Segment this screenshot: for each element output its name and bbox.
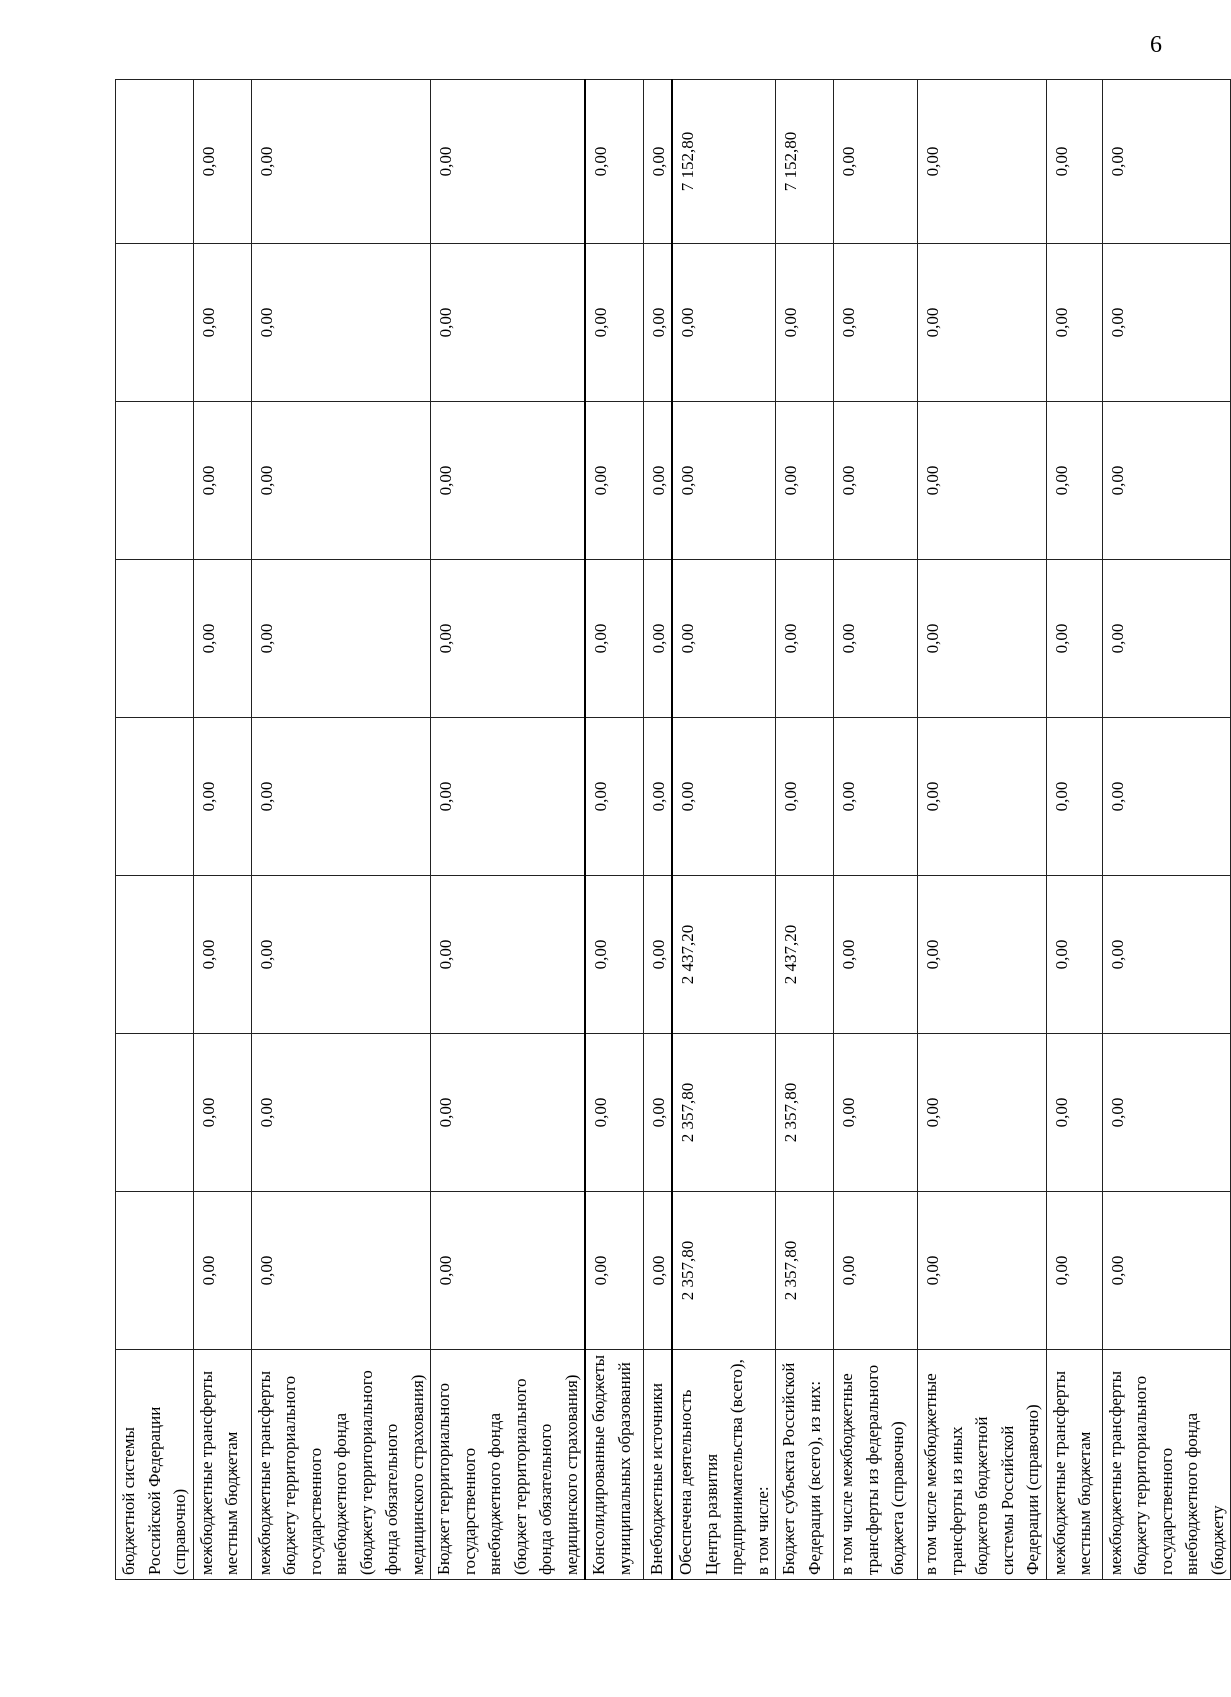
table-row	[116, 80, 194, 1580]
table-body	[116, 80, 1231, 1580]
table-row	[251, 80, 431, 1580]
cell-value: 0,00	[918, 560, 1047, 718]
cell-value	[116, 876, 194, 1034]
cell-value: 0,00	[1046, 1034, 1102, 1192]
row-label: Бюджет субъекта Российской Федерации (всего), из них:	[776, 1350, 834, 1580]
cell-value: 0,00	[431, 80, 586, 244]
table-row	[643, 80, 672, 1580]
cell-value: 0,00	[643, 1192, 672, 1350]
cell-value: 0,00	[193, 1034, 251, 1192]
cell-value: 0,00	[431, 876, 586, 1034]
cell-value: 0,00	[776, 560, 834, 718]
cell-value: 7 152,80	[672, 80, 776, 244]
row-label: бюджетной системы Российской Федерации (справочно)	[116, 1350, 194, 1580]
cell-value	[116, 1034, 194, 1192]
cell-value: 0,00	[193, 402, 251, 560]
cell-value: 0,00	[1102, 560, 1231, 718]
cell-value: 0,00	[1046, 402, 1102, 560]
cell-value: 0,00	[834, 560, 918, 718]
table-row	[672, 80, 776, 1580]
cell-value: 0,00	[585, 244, 643, 402]
table-row	[834, 80, 918, 1580]
cell-value: 0,00	[193, 1192, 251, 1350]
cell-value: 0,00	[918, 244, 1047, 402]
cell-value: 0,00	[776, 718, 834, 876]
cell-value: 2 357,80	[672, 1192, 776, 1350]
cell-value: 0,00	[1046, 1192, 1102, 1350]
table-row	[1046, 80, 1102, 1580]
cell-value: 0,00	[1046, 80, 1102, 244]
cell-value: 7 152,80	[776, 80, 834, 244]
cell-value: 0,00	[251, 244, 431, 402]
cell-value	[116, 718, 194, 876]
cell-value: 0,00	[251, 718, 431, 876]
cell-value: 0,00	[1102, 402, 1231, 560]
cell-value: 0,00	[431, 402, 586, 560]
cell-value: 0,00	[585, 560, 643, 718]
cell-value: 0,00	[776, 244, 834, 402]
row-label: Внебюджетные источники	[643, 1350, 672, 1580]
cell-value: 0,00	[672, 718, 776, 876]
cell-value: 0,00	[834, 1034, 918, 1192]
cell-value: 2 437,20	[672, 876, 776, 1034]
table-row	[776, 80, 834, 1580]
cell-value: 0,00	[918, 1192, 1047, 1350]
row-label: в том числе межбюджетные трансферты из иных бюджетов бюджетной системы Российской Федерации (справочно)	[918, 1350, 1047, 1580]
cell-value: 0,00	[1046, 876, 1102, 1034]
cell-value: 0,00	[193, 244, 251, 402]
cell-value: 0,00	[1046, 244, 1102, 402]
cell-value: 0,00	[918, 1034, 1047, 1192]
cell-value: 0,00	[585, 1192, 643, 1350]
cell-value	[116, 560, 194, 718]
cell-value: 0,00	[643, 1034, 672, 1192]
cell-value: 0,00	[834, 80, 918, 244]
cell-value: 0,00	[643, 560, 672, 718]
cell-value: 0,00	[1102, 718, 1231, 876]
cell-value: 0,00	[251, 1034, 431, 1192]
page-number: 6	[1150, 32, 1162, 58]
table-row	[431, 80, 586, 1580]
row-label: в том числе межбюджетные трансферты из федерального бюджета (справочно)	[834, 1350, 918, 1580]
cell-value: 0,00	[585, 718, 643, 876]
cell-value: 0,00	[776, 402, 834, 560]
cell-value: 0,00	[834, 876, 918, 1034]
rotated-table-container	[115, 80, 1227, 1580]
cell-value: 0,00	[431, 560, 586, 718]
row-label: межбюджетные трансферты бюджету территориального государственного внебюджетного фонда (бюджету территориального фонда обязательного медицинского страхования)	[251, 1350, 431, 1580]
cell-value: 0,00	[1046, 560, 1102, 718]
cell-value: 0,00	[585, 1034, 643, 1192]
cell-value: 0,00	[1102, 244, 1231, 402]
table-row	[585, 80, 643, 1580]
table-row	[918, 80, 1047, 1580]
budget-table	[115, 79, 1231, 1580]
row-label: межбюджетные трансферты местным бюджетам	[193, 1350, 251, 1580]
cell-value: 0,00	[643, 80, 672, 244]
table-row	[1102, 80, 1231, 1580]
row-label: Обеспечена деятельность Центра развития предпринимательства (всего), в том числе:	[672, 1350, 776, 1580]
cell-value: 0,00	[834, 1192, 918, 1350]
cell-value: 2 437,20	[776, 876, 834, 1034]
cell-value: 0,00	[1102, 1034, 1231, 1192]
cell-value	[116, 1192, 194, 1350]
row-label: межбюджетные трансферты местным бюджетам	[1046, 1350, 1102, 1580]
cell-value: 0,00	[431, 244, 586, 402]
cell-value: 0,00	[918, 402, 1047, 560]
cell-value: 0,00	[643, 244, 672, 402]
cell-value: 2 357,80	[776, 1034, 834, 1192]
cell-value: 0,00	[585, 402, 643, 560]
cell-value: 0,00	[193, 80, 251, 244]
cell-value: 0,00	[431, 1192, 586, 1350]
cell-value: 0,00	[585, 876, 643, 1034]
cell-value: 0,00	[585, 80, 643, 244]
cell-value	[116, 80, 194, 244]
cell-value: 0,00	[643, 876, 672, 1034]
cell-value: 0,00	[193, 876, 251, 1034]
cell-value: 0,00	[251, 402, 431, 560]
row-label: Бюджет территориального государственного внебюджетного фонда (бюджет территориального фонда обязательного медицинского страхования)	[431, 1350, 586, 1580]
cell-value: 0,00	[834, 718, 918, 876]
cell-value: 0,00	[1102, 1192, 1231, 1350]
cell-value: 0,00	[918, 876, 1047, 1034]
cell-value: 0,00	[672, 560, 776, 718]
cell-value: 0,00	[251, 876, 431, 1034]
cell-value: 0,00	[251, 560, 431, 718]
cell-value: 0,00	[193, 560, 251, 718]
cell-value: 0,00	[431, 1034, 586, 1192]
cell-value: 2 357,80	[776, 1192, 834, 1350]
cell-value: 0,00	[251, 1192, 431, 1350]
cell-value: 0,00	[672, 402, 776, 560]
cell-value: 0,00	[1102, 876, 1231, 1034]
cell-value: 2 357,80	[672, 1034, 776, 1192]
row-label: Консолидированные бюджеты муниципальных образований	[585, 1350, 643, 1580]
cell-value: 0,00	[431, 718, 586, 876]
cell-value: 0,00	[1102, 80, 1231, 244]
cell-value: 0,00	[251, 80, 431, 244]
cell-value: 0,00	[834, 244, 918, 402]
row-label: межбюджетные трансферты бюджету территориального государственного внебюджетного фонда (бюджету	[1102, 1350, 1231, 1580]
cell-value	[116, 402, 194, 560]
cell-value: 0,00	[1046, 718, 1102, 876]
cell-value	[116, 244, 194, 402]
cell-value: 0,00	[193, 718, 251, 876]
cell-value: 0,00	[918, 80, 1047, 244]
cell-value: 0,00	[918, 718, 1047, 876]
cell-value: 0,00	[643, 718, 672, 876]
table-row	[193, 80, 251, 1580]
cell-value: 0,00	[643, 402, 672, 560]
cell-value: 0,00	[672, 244, 776, 402]
cell-value: 0,00	[834, 402, 918, 560]
